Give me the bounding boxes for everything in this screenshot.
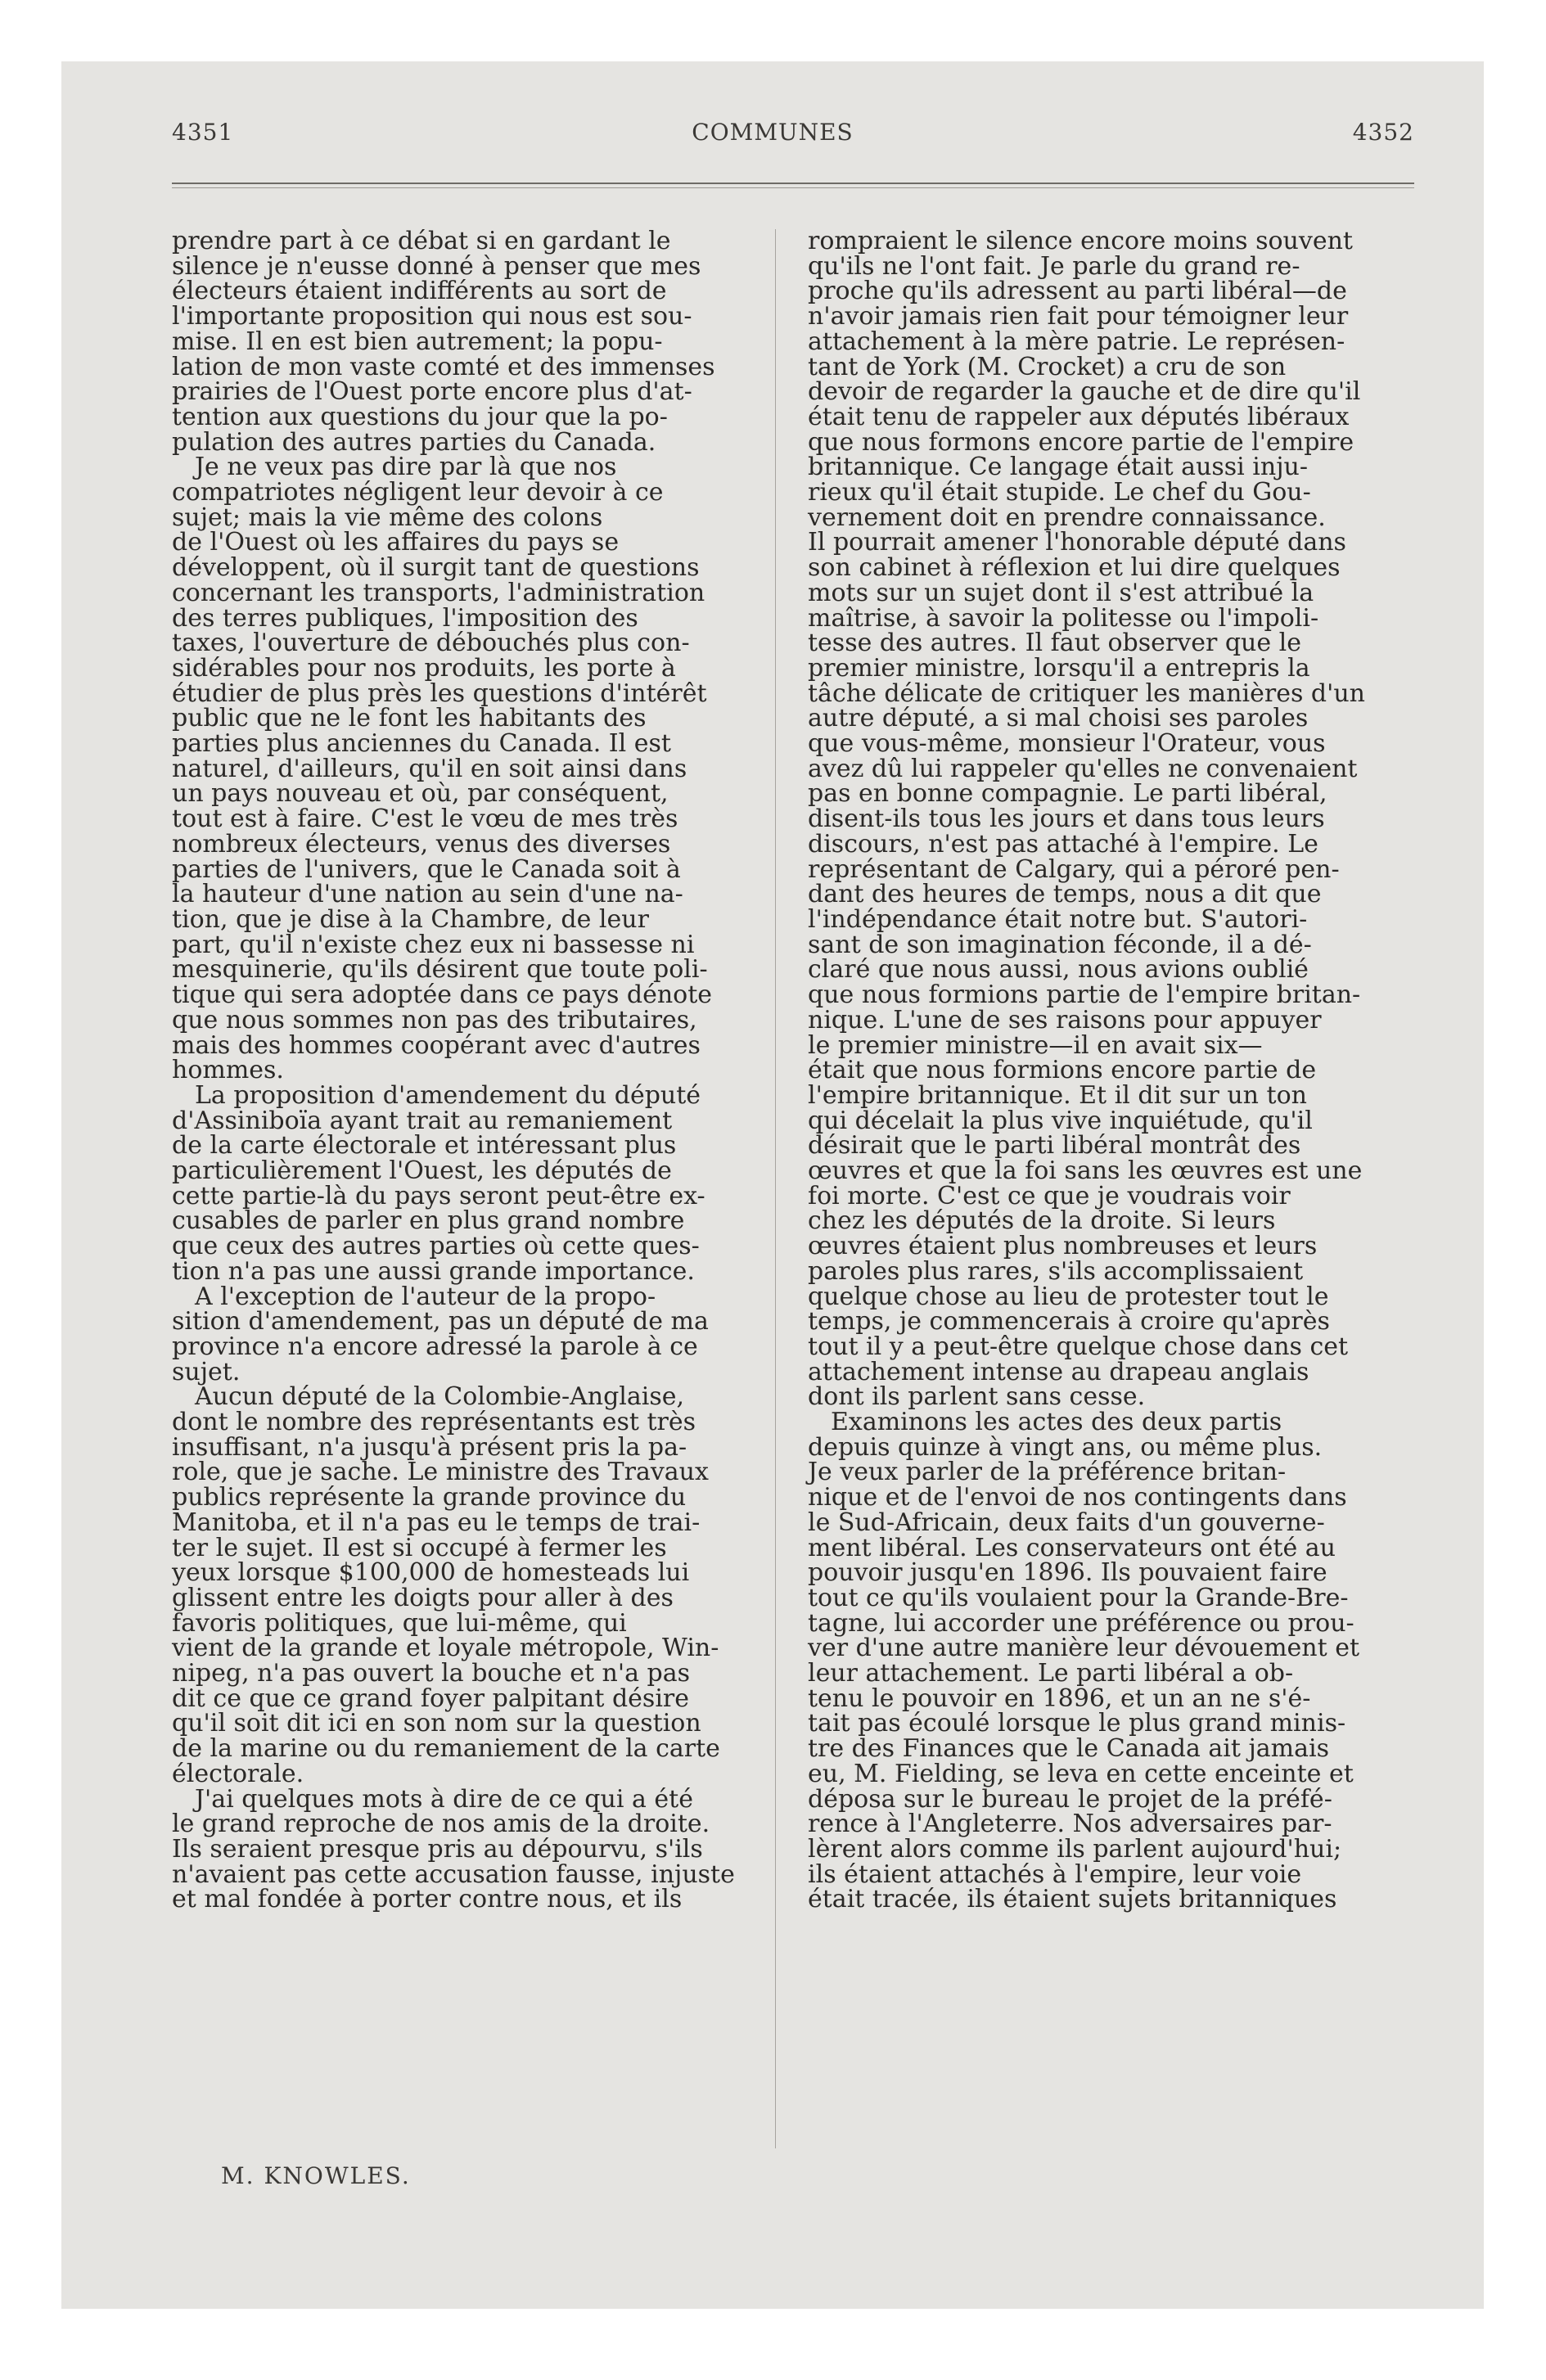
speaker-signature: M. KNOWLES. xyxy=(221,2162,411,2189)
text-line: quelque chose au lieu de protester tout le xyxy=(808,1282,1329,1311)
text-line: de l'Ouest où les affaires du pays se xyxy=(172,528,620,557)
text-line: l'indépendance était notre but. S'autori- xyxy=(808,904,1308,934)
text-line: tention aux questions du jour que la po- xyxy=(172,402,668,431)
text-line: disent-ils tous les jours et dans tous leurs xyxy=(808,805,1325,834)
text-line: hommes. xyxy=(172,1056,284,1085)
text-line: qu'ils ne l'ont fait. Je parle du grand re- xyxy=(808,251,1300,281)
text-line: eu, M. Fielding, se leva en cette enceinte et xyxy=(808,1759,1354,1788)
text-line: dont le nombre des représentants est très xyxy=(172,1408,696,1437)
text-line: yeux lorsque $100,000 de homesteads lui xyxy=(172,1558,690,1588)
page-scan xyxy=(61,61,1484,2309)
text-line: mesquinerie, qu'ils désirent que toute poli- xyxy=(172,955,708,985)
text-line: vernement doit en prendre connaissance. xyxy=(808,503,1326,532)
text-line: temps, je commencerais à croire qu'après xyxy=(808,1307,1330,1336)
text-line: l'importante proposition qui nous est sou- xyxy=(172,302,692,331)
text-line: leur attachement. Le parti libéral a ob- xyxy=(808,1659,1294,1688)
text-line: ils étaient attachés à l'empire, leur voie xyxy=(808,1859,1302,1889)
text-line: La proposition d'amendement du député xyxy=(195,1080,701,1110)
text-line: le Sud-Africain, deux faits d'un gouverne- xyxy=(808,1508,1325,1537)
text-line: insuffisant, n'a jusqu'à présent pris la pa- xyxy=(172,1432,687,1462)
text-line: Je ne veux pas dire par là que nos xyxy=(195,453,617,482)
text-line: tesse des autres. Il faut observer que le xyxy=(808,629,1301,658)
text-line: sujet. xyxy=(172,1357,241,1386)
text-line: désirait que le parti libéral montrât des xyxy=(808,1131,1301,1161)
text-line: sujet; mais la vie même des colons xyxy=(172,503,603,532)
text-line: premier ministre, lorsqu'il a entrepris la xyxy=(808,653,1310,683)
text-line: œuvres et que la foi sans les œuvres est une xyxy=(808,1156,1363,1186)
text-line: pouvoir jusqu'en 1896. Ils pouvaient faire xyxy=(808,1558,1327,1588)
text-line: n'avoir jamais rien fait pour témoigner leur xyxy=(808,302,1349,331)
text-line: Manitoba, et il n'a pas eu le temps de trai- xyxy=(172,1508,701,1537)
text-line: était tenu de rappeler aux députés libéraux xyxy=(808,402,1350,431)
text-line: ter le sujet. Il est si occupé à fermer les xyxy=(172,1533,667,1562)
text-line: vient de la grande et loyale métropole, Win- xyxy=(172,1634,719,1663)
text-line: particulièrement l'Ouest, les députés de xyxy=(172,1156,672,1186)
text-line: attachement à la mère patrie. Le représen- xyxy=(808,327,1345,356)
running-title: COMMUNES xyxy=(692,119,854,146)
text-line: tion, que je dise à la Chambre, de leur xyxy=(172,904,649,934)
left-column xyxy=(172,229,769,1913)
text-line: devoir de regarder la gauche et de dire qu'il xyxy=(808,377,1361,407)
text-line: J'ai quelques mots à dire de ce qui a été xyxy=(195,1784,693,1814)
text-line: ver d'une autre manière leur dévouement et xyxy=(808,1634,1360,1663)
text-line: mots sur un sujet dont il s'est attribué la xyxy=(808,578,1314,607)
page-number-left: 4351 xyxy=(172,119,234,146)
text-line: tant de York (M. Crocket) a cru de son xyxy=(808,352,1287,381)
text-line: rence à l'Angleterre. Nos adversaires par- xyxy=(808,1810,1332,1839)
text-line: que nous sommes non pas des tributaires, xyxy=(172,1005,697,1034)
text-line: électorale. xyxy=(172,1759,304,1788)
text-line: développent, où il surgit tant de questions xyxy=(172,553,700,583)
text-line: discours, n'est pas attaché à l'empire. Le xyxy=(808,829,1318,859)
text-line: des terres publiques, l'imposition des xyxy=(172,603,638,633)
text-line: qu'il soit dit ici en son nom sur la question xyxy=(172,1709,701,1738)
text-line: n'avaient pas cette accusation fausse, injuste xyxy=(172,1859,735,1889)
text-line: son cabinet à réflexion et lui dire quelques xyxy=(808,553,1341,583)
text-line: nique. L'une de ses raisons pour appuyer xyxy=(808,1005,1322,1034)
text-line: le grand reproche de nos amis de la droite. xyxy=(172,1810,710,1839)
text-line: le premier ministre—il en avait six— xyxy=(808,1030,1263,1060)
text-line: représentant de Calgary, qui a péroré pen- xyxy=(808,854,1340,884)
text-line: tion n'a pas une aussi grande importance. xyxy=(172,1256,695,1286)
text-line: nipeg, n'a pas ouvert la bouche et n'a pas xyxy=(172,1659,691,1688)
header-rule-thin xyxy=(172,187,1414,188)
text-line: foi morte. C'est ce que je voudrais voir xyxy=(808,1181,1291,1210)
text-line: pas en bonne compagnie. Le parti libéral, xyxy=(808,779,1327,809)
text-line: lèrent alors comme ils parlent aujourd'hui; xyxy=(808,1835,1342,1864)
text-line: avez dû lui rappeler qu'elles ne convenaient xyxy=(808,754,1358,783)
text-line: de la carte électorale et intéressant plus xyxy=(172,1131,677,1161)
text-line: autre député, a si mal choisi ses paroles xyxy=(808,704,1309,733)
text-line: déposa sur le bureau le projet de la préfé- xyxy=(808,1784,1332,1814)
text-line: parties de l'univers, que le Canada soit à xyxy=(172,854,681,884)
text-line: que vous-même, monsieur l'Orateur, vous xyxy=(808,729,1326,759)
text-line: publics représente la grande province du xyxy=(172,1483,687,1512)
page-number-right: 4352 xyxy=(1352,119,1414,146)
text-line: dant des heures de temps, nous a dit que xyxy=(808,880,1322,909)
text-line: tique qui sera adoptée dans ce pays dénote xyxy=(172,980,713,1010)
text-line: province n'a encore adressé la parole à ce xyxy=(172,1332,698,1361)
text-line: que nous formons encore partie de l'empire xyxy=(808,427,1354,457)
text-line: britannique. Ce langage était aussi inju- xyxy=(808,453,1308,482)
text-line: était que nous formions encore partie de xyxy=(808,1056,1317,1085)
text-line: lation de mon vaste comté et des immenses xyxy=(172,352,715,381)
text-line: chez les députés de la droite. Si leurs xyxy=(808,1206,1276,1236)
text-line: tre des Finances que le Canada ait jamais xyxy=(808,1734,1329,1764)
text-line: tâche délicate de critiquer les manières d'un xyxy=(808,678,1365,708)
text-line: proche qu'ils adressent au parti libéral—de xyxy=(808,277,1347,306)
text-line: que ceux des autres parties où cette ques- xyxy=(172,1232,700,1261)
text-line: et mal fondée à porter contre nous, et ils xyxy=(172,1885,683,1914)
text-line: d'Assiniboïa ayant trait au remaniement xyxy=(172,1106,673,1135)
text-line: Examinons les actes des deux partis xyxy=(831,1408,1282,1437)
text-line: électeurs étaient indifférents au sort de xyxy=(172,277,667,306)
text-line: compatriotes négligent leur devoir à ce xyxy=(172,478,664,507)
text-line: Je veux parler de la préférence britan- xyxy=(808,1458,1287,1487)
text-line: silence je n'eusse donné à penser que mes xyxy=(172,251,701,281)
text-line: Ils seraient presque pris au dépourvu, s'ils xyxy=(172,1835,703,1864)
text-line: cusables de parler en plus grand nombre xyxy=(172,1206,685,1236)
text-line: claré que nous aussi, nous avions oublié xyxy=(808,955,1309,985)
right-column xyxy=(808,229,1405,1913)
text-line: role, que je sache. Le ministre des Travaux xyxy=(172,1458,709,1487)
text-line: glissent entre les doigts pour aller à des xyxy=(172,1583,674,1612)
text-line: favoris politiques, que lui-même, qui xyxy=(172,1608,627,1638)
text-line: tout ce qu'ils voulaient pour la Grande-Bre- xyxy=(808,1583,1349,1612)
text-line: œuvres étaient plus nombreuses et leurs xyxy=(808,1232,1318,1261)
text-line: l'empire britannique. Et il dit sur un ton xyxy=(808,1080,1307,1110)
text-line: maîtrise, à savoir la politesse ou l'impoli- xyxy=(808,603,1319,633)
text-line: rompraient le silence encore moins souvent xyxy=(808,227,1353,255)
text-line: la hauteur d'une nation au sein d'une na- xyxy=(172,880,683,909)
text-line: dont ils parlent sans cesse. xyxy=(808,1382,1146,1412)
header-rule xyxy=(172,183,1414,184)
text-line: Aucun député de la Colombie-Anglaise, xyxy=(195,1382,685,1412)
text-line: tagne, lui accorder une préférence ou prou- xyxy=(808,1608,1354,1638)
text-line: ment libéral. Les conservateurs ont été au xyxy=(808,1533,1336,1562)
text-line: concernant les transports, l'administration xyxy=(172,578,705,607)
text-line: était tracée, ils étaient sujets britanniques xyxy=(808,1885,1337,1914)
text-line: tenu le pouvoir en 1896, et un an ne s'é- xyxy=(808,1684,1311,1713)
text-line: rieux qu'il était stupide. Le chef du Gou- xyxy=(808,478,1311,507)
text-line: sidérables pour nos produits, les porte à xyxy=(172,653,676,683)
text-line: nombreux électeurs, venus des diverses xyxy=(172,829,671,859)
text-line: pulation des autres parties du Canada. xyxy=(172,427,656,457)
text-line: sition d'amendement, pas un député de ma xyxy=(172,1307,709,1336)
text-line: tout est à faire. C'est le vœu de mes très xyxy=(172,805,678,834)
text-line: prendre part à ce débat si en gardant le xyxy=(172,227,671,255)
text-line: mais des hommes coopérant avec d'autres xyxy=(172,1030,701,1060)
text-line: nique et de l'envoi de nos contingents dans xyxy=(808,1483,1347,1512)
text-line: étudier de plus près les questions d'intérêt xyxy=(172,678,707,708)
text-line: tait pas écoulé lorsque le plus grand minis- xyxy=(808,1709,1346,1738)
text-line: un pays nouveau et où, par conséquent, xyxy=(172,779,669,809)
column-divider xyxy=(775,229,776,2148)
text-line: que nous formions partie de l'empire britan- xyxy=(808,980,1361,1010)
text-line: attachement intense au drapeau anglais xyxy=(808,1357,1309,1386)
text-line: dit ce que ce grand foyer palpitant désire xyxy=(172,1684,690,1713)
text-line: tout il y a peut-être quelque chose dans cet xyxy=(808,1332,1349,1361)
text-line: Il pourrait amener l'honorable député dans xyxy=(808,528,1346,557)
text-line: qui décelait la plus vive inquiétude, qu'il xyxy=(808,1106,1313,1135)
text-line: prairies de l'Ouest porte encore plus d'at- xyxy=(172,377,692,407)
text-line: taxes, l'ouverture de débouchés plus con- xyxy=(172,629,690,658)
text-line: part, qu'il n'existe chez eux ni bassesse ni xyxy=(172,930,695,959)
text-line: depuis quinze à vingt ans, ou même plus. xyxy=(808,1432,1323,1462)
text-line: de la marine ou du remaniement de la carte xyxy=(172,1734,720,1764)
text-line: parties plus anciennes du Canada. Il est xyxy=(172,729,671,759)
text-line: public que ne le font les habitants des xyxy=(172,704,647,733)
text-line: A l'exception de l'auteur de la propo- xyxy=(195,1282,656,1311)
text-line: paroles plus rares, s'ils accomplissaient xyxy=(808,1256,1304,1286)
text-line: cette partie-là du pays seront peut-être ex- xyxy=(172,1181,705,1210)
text-line: mise. Il en est bien autrement; la popu- xyxy=(172,327,663,356)
text-line: naturel, d'ailleurs, qu'il en soit ainsi dans xyxy=(172,754,687,783)
text-line: sant de son imagination féconde, il a dé- xyxy=(808,930,1312,959)
